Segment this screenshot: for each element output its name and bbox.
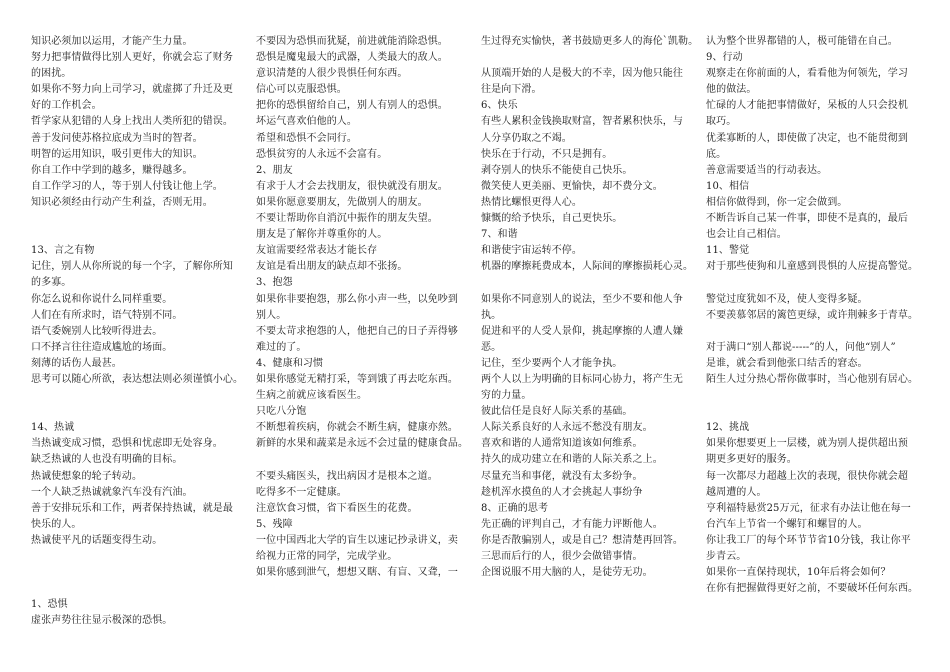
text-line: 尽量充当和事佬，就没有太多纷争。	[481, 470, 643, 482]
text-line: 慷慨的给予快乐，自己更快乐。	[481, 213, 623, 225]
text-line: 知识必须经由行动产生利益，否则无用。	[31, 196, 213, 208]
text-line: 如果你感觉无精打采，等到饿了再去吃东西。	[256, 373, 458, 385]
text-line: 12、挑战	[706, 422, 750, 434]
text-line: 从顶端开始的人是极大的不幸，因为他只能往	[481, 68, 683, 80]
text-line: 在你有把握做得更好之前，不要破坏任何东西。	[706, 583, 919, 595]
text-line: 把你的恐惧留给自己，别人有别人的恐惧。	[256, 100, 448, 112]
text-line: 你让我工厂的每个环节节省10分钱，我让你平	[706, 534, 911, 546]
text-line: 你是否散骗别人，或是自己？想清楚再回答。	[481, 534, 683, 546]
blank-line	[706, 324, 928, 340]
text-line: 2、朋友	[256, 164, 293, 176]
text-line: 彼此信任是良好人际关系的基础。	[481, 406, 633, 418]
text-line: 缺乏热诚的人也没有明确的目标。	[31, 454, 183, 466]
text-line: 警觉过度犹如不及，使人变得多疑。	[706, 293, 868, 305]
text-line: 5、残障	[256, 518, 293, 530]
text-line: 趁机浑水摸鱼的人才会挑起人事纷争	[481, 486, 643, 498]
text-line: 机器的摩擦耗费成本，人际间的摩擦损耗心灵。	[481, 261, 694, 273]
text-line: 你自工作中学到的越多，赚得越多。	[31, 164, 193, 176]
text-line: 执。	[481, 309, 502, 321]
text-line: 友谊是看出朋友的缺点却不张扬。	[256, 261, 408, 273]
text-line: 人际关系良好的人永远不愁没有朋友。	[481, 422, 653, 434]
text-line: 给视力正常的同学，完成学业。	[256, 551, 398, 562]
text-line: 朋友是了解你并尊重你的人。	[256, 229, 388, 241]
text-line: 恶。	[481, 341, 502, 353]
text-line: 难过的了。	[256, 341, 307, 353]
text-line: 坏运气喜欢伯他的人。	[256, 116, 357, 128]
text-line: 不要头痛医头，找出病因才是根本之道。	[256, 470, 438, 482]
text-line: 14、热诚	[31, 422, 75, 434]
blank-line	[31, 211, 253, 227]
text-line: 希望和恐惧不会同行。	[256, 132, 357, 144]
text-line: 只吃八分饱	[256, 406, 307, 418]
text-line: 思考可以随心所欲，表达想法则必须谨慎小心。	[31, 373, 244, 385]
text-line: 促进和平的人受人景仰，挑起摩擦的人遭人嫌	[481, 325, 683, 337]
text-line: 善于安排玩乐和工作，两者保持热诚，就是最	[31, 502, 233, 514]
text-line: 生病之前就应该看医生。	[256, 390, 368, 402]
text-line: 意识清楚的人很少畏惧任何东西。	[256, 68, 408, 80]
text-line: 如果你不同意别人的说法，至少不要和他人争	[481, 293, 683, 305]
blank-line	[706, 388, 928, 404]
text-line: 4、健康和习惯	[256, 357, 324, 369]
text-line: 先正确的评判自己，才有能力评断他人。	[481, 518, 663, 530]
text-line: 努力把事情做得比别人更好，你就会忘了财务	[31, 52, 233, 64]
text-line: 的困扰。	[31, 68, 72, 80]
text-line: 一个人缺乏热诚就象汽车没有汽油。	[31, 486, 193, 498]
text-line: 热情比螺恨更得人心。	[481, 196, 582, 208]
text-line: 8、正确的思考	[481, 502, 549, 514]
text-line: 两个人以上为明确的目标同心协力，将产生无	[481, 373, 683, 385]
text-line: 优柔寡断的人，即使做了决定，也不能贯彻到	[706, 132, 908, 144]
text-line: 不要羡慕邻居的篱笆更绿，或许荆棘多于青草。	[706, 309, 919, 321]
text-line: 底。	[706, 148, 727, 160]
text-line: 认为整个世界都错的人，极可能错在自己。	[706, 36, 898, 47]
text-line: 的多寡。	[31, 277, 72, 289]
blank-line	[31, 565, 253, 581]
text-line: 穷的力量。	[481, 390, 532, 402]
blank-line	[31, 549, 253, 565]
text-line: 友谊需要经常表达才能长存	[256, 245, 378, 257]
text-line: 和谐使宇宙运转不停。	[481, 245, 582, 257]
text-line: 自工作学习的人，等于别人付钱让他上学。	[31, 180, 223, 192]
text-line: 别人。	[256, 309, 287, 321]
text-line: 10、相信	[706, 180, 750, 192]
text-line: 当热诚变成习惯，恐惧和忧虑即无处容身。	[31, 438, 223, 450]
text-line: 如果你一直保持现状，10年后将会如何？	[706, 567, 891, 579]
blank-line	[706, 275, 928, 291]
text-line: 13、言之有物	[31, 245, 95, 257]
text-line: 如果你想要更上一层楼，就为别人提供超出预	[706, 438, 908, 450]
text-line: 明智的运用知识，吸引更伟大的知识。	[31, 148, 203, 160]
text-line: 忙碌的人才能把事情做好，呆板的人只会投机	[706, 100, 908, 112]
text-line: 观察走在你前面的人，看看他为何领先，学习	[706, 68, 908, 80]
blank-line	[706, 404, 928, 420]
text-column-2	[256, 34, 478, 581]
text-line: 也会让自己相信。	[706, 229, 787, 241]
text-line: 不断告诉自己某一件事，即使不是真的，最后	[706, 213, 908, 225]
text-line: 新鲜的水果和蔬菜是永远不会过量的健康食品。	[256, 438, 469, 450]
text-line: 他的做法。	[706, 84, 757, 96]
text-line: 人分享仍取之不竭。	[481, 132, 572, 144]
text-line: 好的工作机会。	[31, 100, 102, 112]
text-line: 步青云。	[706, 551, 747, 562]
text-line: 如果你不努力向上司学习，就虚掷了升迁及更	[31, 84, 233, 96]
text-line: 如果你非要抱怨，那么你小声一些，以免吵到	[256, 293, 458, 305]
text-line: 1、恐惧	[31, 599, 68, 611]
text-line: 剥夺别人的快乐不能使自己快乐。	[481, 164, 633, 176]
text-line: 善于发问使苏格拉底成为当时的智者。	[31, 132, 203, 144]
text-line: 对于满口“别人都说-----”的人，问他“别人”	[706, 341, 896, 353]
text-column-3	[481, 34, 703, 581]
text-line: 人们在有所求时，语气特别不同。	[31, 309, 183, 321]
text-line: 热诚使想象的轮子转动。	[31, 470, 143, 482]
text-line: 11、警觉	[706, 245, 750, 257]
text-line: 口不择言往往造成尴尬的场面。	[31, 341, 173, 353]
text-line: 快乐的人。	[31, 518, 82, 530]
text-line: 9、行动	[706, 52, 743, 64]
text-line: 喜欢和谐的人通常知道该如何维系。	[481, 438, 643, 450]
blank-line	[31, 404, 253, 420]
text-line: 注意饮食习惯，省下看医生的花费。	[256, 502, 418, 514]
text-line: 不断想着疾病，你就会不断生病，健康亦然。	[256, 422, 458, 434]
text-line: 热诚使平凡的话题变得生动。	[31, 534, 163, 546]
text-line: 记住，至少要两个人才能争执。	[481, 357, 623, 369]
text-line: 善意需要适当的行动表达。	[706, 164, 828, 176]
text-line: 是谁，就会看到他张口结舌的窘态。	[706, 357, 868, 369]
blank-line	[481, 50, 703, 66]
text-line: 有求于人才会去找朋友，很快就没有朋友。	[256, 180, 448, 192]
text-line: 刻薄的话伤人最甚。	[31, 357, 122, 369]
text-line: 7、和谐	[481, 229, 518, 241]
text-line: 快乐在于行动，不只是拥有。	[481, 148, 613, 160]
text-line: 取巧。	[706, 116, 737, 128]
text-line: 吃得多不一定健康。	[256, 486, 347, 498]
text-line: 期更多更好的服务。	[706, 454, 797, 466]
text-line: 3、抱怨	[256, 277, 293, 289]
text-line: 你怎么说和你说什么同样重要。	[31, 293, 173, 305]
text-line: 虚张声势往往显示极深的恐惧。	[31, 615, 173, 627]
text-line: 一位中国西北大学的盲生以速记抄录讲义，卖	[256, 534, 458, 546]
text-line: 知识必须加以运用，才能产生力量。	[31, 36, 193, 47]
text-line: 生过得充实愉快，著书鼓励更多人的海伦`凯勒。	[481, 36, 699, 47]
text-line: 信心可以克服恐惧。	[256, 84, 347, 96]
text-line: 企图说服不用大脑的人，是徒劳无功。	[481, 567, 653, 579]
text-line: 持久的成功建立在和谐的人际关系之上。	[481, 454, 663, 466]
text-column-1	[31, 34, 253, 629]
text-line: 6、快乐	[481, 100, 518, 112]
text-line: 如果你感到泄气，想想又瞎、有盲、又聋，一	[256, 567, 458, 579]
text-line: 台汽车上节省一个螺钉和螺冒的人。	[706, 518, 868, 530]
blank-line	[31, 227, 253, 243]
text-line: 不要太苛求抱怨的人，他把自己的日子弄得够	[256, 325, 458, 337]
text-line: 对于那些使狗和儿童感到畏惧的人应提高警觉。	[706, 261, 919, 273]
text-line: 往是向下滑。	[481, 84, 542, 96]
text-line: 记住，别人从你所说的每一个字，了解你所知	[31, 261, 233, 273]
text-line: 越周遭的人。	[706, 486, 767, 498]
text-line: 相信你做得到，你一定会做到。	[706, 196, 848, 208]
text-line: 不要因为恐惧而犹疑，前进就能消除恐惧。	[256, 36, 448, 47]
blank-line	[31, 581, 253, 597]
text-line: 微笑使人更美丽、更愉快，却不费分文。	[481, 180, 663, 192]
text-line: 陌生人过分热心帮你做事时，当心他别有居心。	[706, 373, 919, 385]
text-line: 恐惧贫穷的人永远不会富有。	[256, 148, 388, 160]
blank-line	[481, 275, 703, 291]
text-line: 哲学家从犯错的人身上找出人类所犯的错误。	[31, 116, 233, 128]
text-line: 三思而后行的人，很少会做错事情。	[481, 551, 643, 562]
text-line: 有些人累积金钱换取财富，智者累积快乐，与	[481, 116, 683, 128]
text-line: 恐惧是魔鬼最大的武器，人类最大的敌人。	[256, 52, 448, 64]
text-line: 语气委婉别人比较听得进去。	[31, 325, 163, 337]
text-line: 不要让帮助你自消沉中振作的朋友失望。	[256, 213, 438, 225]
blank-line	[31, 388, 253, 404]
text-line: 每一次都尽力超越上次的表现，很快你就会超	[706, 470, 908, 482]
text-line: 亨利福特悬赏25万元，征求有办法让他在每一	[706, 502, 911, 514]
text-column-4	[706, 34, 928, 597]
blank-line	[256, 452, 478, 468]
text-line: 如果你愿意要朋友，先做别人的朋友。	[256, 196, 428, 208]
